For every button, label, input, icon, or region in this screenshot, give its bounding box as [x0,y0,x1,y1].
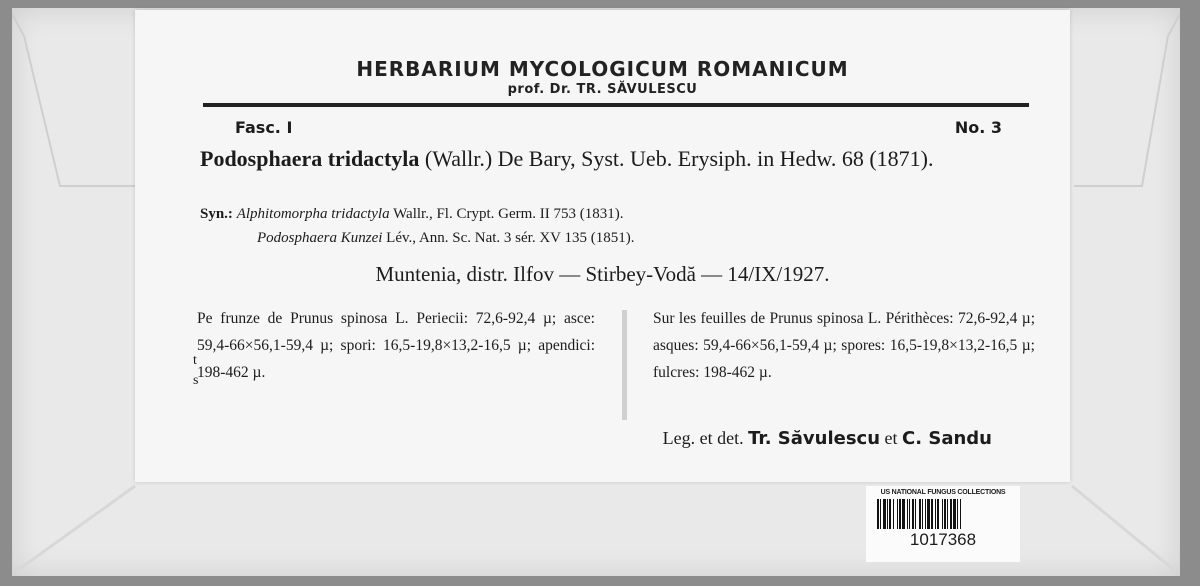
margin-mark: s [193,373,199,388]
barcode-bar [902,499,905,529]
leg-join: et [880,428,903,448]
barcode-bar [880,499,881,529]
barcode-bar [927,499,930,529]
barcode-bar [877,499,879,529]
barcode-bar [935,499,936,529]
label-title: HERBARIUM MYCOLOGICUM ROMANICUM [356,57,849,81]
fascicle-number: Fasc. I [235,118,293,137]
barcode-number: 1017368 [909,530,977,549]
barcode [877,499,1009,529]
column-divider [622,310,627,420]
barcode-bar [907,499,908,529]
species-authority: (Wallr.) De Bary, Syst. Ueb. Erysiph. in Hedw. 68 (1871). [419,146,934,171]
barcode-bar [897,499,898,529]
synonym-2-reference: Lév., Ann. Sc. Nat. 3 sér. XV 135 (1851). [382,230,635,246]
barcode-bar [947,499,948,529]
barcode-bar [931,499,933,529]
collector-2: C. Sandu [902,428,992,449]
barcode-bar [915,499,916,529]
barcode-bar [919,499,921,529]
description-french: Sur les feuilles de Prunus spinosa L. Périthèces: 72,6-92,4 µ; asques: 59,4-66×56,1-59,4 µ; spores: 16,5-19,8×13,2-16,5 µ; fulcres: 198-462 µ. [653,310,1035,381]
barcode-bar [899,499,901,529]
leg-prefix: Leg. et det. [662,428,749,448]
collector-1: Tr. Săvulescu [748,428,881,449]
barcode-bar [883,499,886,529]
barcode-bar [960,499,961,529]
collector-line [663,428,992,449]
barcode-bar [889,499,891,529]
barcode-bar [957,499,958,529]
barcode-bar [925,499,926,529]
label-subtitle: prof. Dr. TR. SĂVULESCU [507,82,698,97]
barcode-bar [922,499,923,529]
barcode-label [866,486,1020,562]
herbarium-label [135,10,1070,482]
barcode-bar [912,499,914,529]
synonyms [200,202,1032,250]
barcode-bar [893,499,894,529]
barcode-bar [950,499,952,529]
species-name: Podosphaera tridactyla [200,146,420,171]
synonym-line-1 [200,202,1032,226]
synonyms-label: Syn.: [200,206,233,222]
collection-locality: Muntenia, distr. Ilfov — Stirbey-Vodă — 14/IX/1927. [375,262,830,286]
barcode-bar [944,499,946,529]
species-citation [200,146,1032,172]
barcode-bar [909,499,910,529]
barcode-bar [887,499,888,529]
synonym-line-2 [200,226,1032,250]
barcode-bar [953,499,956,529]
barcode-bar [942,499,943,529]
specimen-number: No. 3 [954,118,1002,137]
synonym-1-name: Alphitomorpha tridactyla [236,206,390,222]
synonym-2-name: Podosphaera Kunzei [257,230,383,246]
barcode-bar [937,499,939,529]
title-rule [203,103,1029,107]
barcode-institution: US NATIONAL FUNGUS COLLECTIONS [880,489,1006,496]
margin-mark: t [193,353,197,368]
synonym-1-reference: Wallr., Fl. Crypt. Germ. II 753 (1831). [389,206,624,222]
description-romanian: Pe frunze de Prunus spinosa L. Periecii: 72,6-92,4 µ; asce: 59,4-66×56,1-59,4 µ; spori: 16,5-19,8×13,2-16,5 µ; apendici: 198-462 µ. [197,310,595,381]
